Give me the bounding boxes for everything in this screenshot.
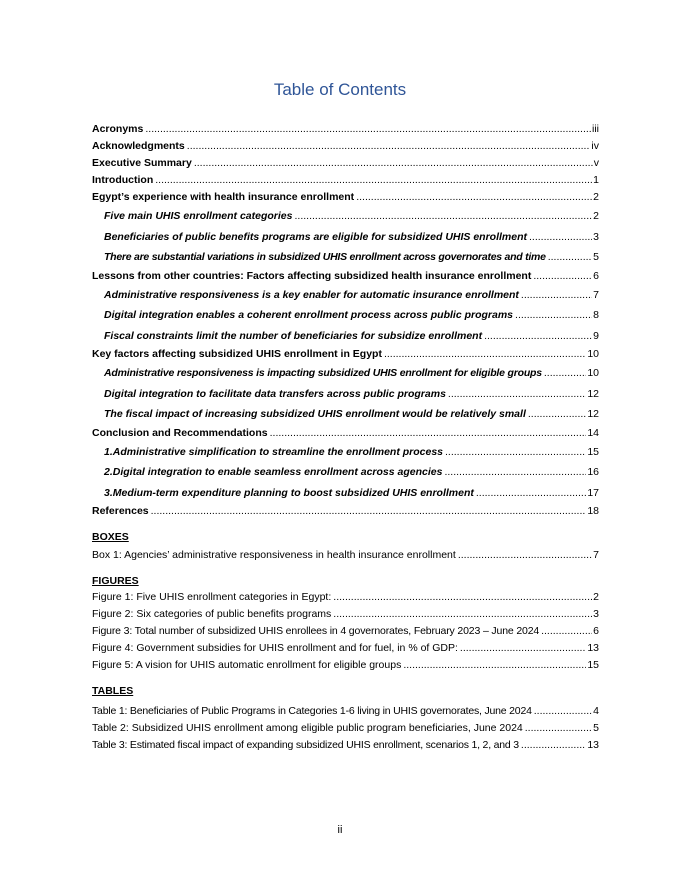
leader-dots <box>356 189 592 206</box>
toc-label: Figure 3: Total number of subsidized UHIS enrollees in 4 governorates, February 2023 – June 2024 <box>92 625 540 637</box>
toc-page: 5 <box>593 251 599 263</box>
toc-page: 10 <box>587 367 599 379</box>
toc-subentry[interactable] <box>92 206 599 227</box>
table-entry[interactable] <box>92 737 599 754</box>
toc-entry-key-factors[interactable] <box>92 346 599 363</box>
toc-entry-executive-summary[interactable] <box>92 155 599 172</box>
toc-page: 2 <box>593 591 599 603</box>
toc-number: 3. <box>104 486 113 499</box>
leader-dots <box>460 640 586 657</box>
toc-subentry[interactable] <box>92 363 599 384</box>
toc-entry-lessons[interactable] <box>92 268 599 285</box>
leader-dots <box>194 155 593 172</box>
toc-page: 13 <box>587 642 599 654</box>
toc-label: There are substantial variations in subsidized UHIS enrollment across governorates and time <box>104 251 546 263</box>
leader-dots <box>145 121 591 138</box>
leader-dots <box>528 404 586 425</box>
leader-dots <box>515 305 592 326</box>
toc-page: 15 <box>587 445 599 458</box>
figure-entry[interactable] <box>92 606 599 623</box>
toc-page: 3 <box>593 230 599 243</box>
toc-subentry[interactable] <box>92 305 599 326</box>
leader-dots <box>187 138 591 155</box>
toc-page: 1 <box>593 174 599 186</box>
toc-subentry[interactable] <box>92 326 599 347</box>
toc-label: Medium-term expenditure planning to boost subsidized UHIS enrollment <box>112 486 474 499</box>
leader-dots <box>384 346 586 363</box>
leader-dots <box>544 363 586 384</box>
toc-label: Executive Summary <box>92 157 192 169</box>
toc-page: 12 <box>587 408 599 420</box>
toc-label: Table 1: Beneficiaries of Public Programs in Categories 1-6 living in UHIS governorates, June 2024 <box>92 705 532 717</box>
toc-page: 10 <box>587 348 599 360</box>
toc-page: v <box>593 157 599 169</box>
toc-label: Introduction <box>92 174 154 186</box>
toc-subentry[interactable] <box>92 404 599 425</box>
toc-label: Table 2: Subsidized UHIS enrollment among eligible public program beneficiaries, June 2024 <box>92 722 523 734</box>
toc-entry-conclusion[interactable] <box>92 425 599 442</box>
table-entry[interactable] <box>92 703 599 720</box>
toc-page: 14 <box>587 426 599 439</box>
toc-recommendation[interactable] <box>92 483 599 504</box>
toc-subentry[interactable] <box>92 384 599 405</box>
toc-label: Figure 4: Government subsidies for UHIS enrollment and for fuel, in % of GDP: <box>92 642 458 654</box>
toc-page: 12 <box>587 387 599 400</box>
leader-dots <box>541 623 592 640</box>
table-entry[interactable] <box>92 720 599 737</box>
figure-entry[interactable] <box>92 589 599 606</box>
leader-dots <box>270 425 587 442</box>
leader-dots <box>534 703 592 720</box>
leader-dots <box>548 247 592 268</box>
leader-dots <box>458 547 592 564</box>
leader-dots <box>521 285 592 306</box>
boxes-heading: BOXES <box>92 531 129 543</box>
leader-dots <box>448 384 586 405</box>
leader-dots <box>445 442 586 463</box>
page-title: Table of Contents <box>273 80 407 99</box>
toc-label: Egypt’s experience with health insurance enrollment <box>92 191 355 203</box>
toc-label: Table 3: Estimated fiscal impact of expanding subsidized UHIS enrollment, scenarios 1, 2, and 3 <box>92 739 519 751</box>
toc-label: Box 1: Agencies’ administrative responsiveness in health insurance enrollment <box>92 549 456 561</box>
box-entry[interactable] <box>92 547 599 564</box>
toc-label: Fiscal constraints limit the number of beneficiaries for subsidize enrollment <box>104 329 483 342</box>
page-number: ii <box>337 824 343 836</box>
toc-entry-references[interactable] <box>92 503 599 520</box>
toc-label: Administrative responsiveness is impacting subsidized UHIS enrollment for eligible groups <box>104 367 542 379</box>
toc-label: Five main UHIS enrollment categories <box>104 210 293 222</box>
toc-entry-acronyms[interactable] <box>92 121 599 138</box>
toc-label: Administrative responsiveness is a key enabler for automatic insurance enrollment <box>104 288 519 301</box>
toc-label: Lessons from other countries: Factors affecting subsidized health insurance enrollment <box>92 269 532 282</box>
toc-label: Beneficiaries of public benefits programs are eligible for subsidized UHIS enrollment <box>104 230 528 243</box>
toc-recommendation[interactable] <box>92 462 599 483</box>
toc-page: 17 <box>587 486 599 499</box>
toc-page: iv <box>591 140 599 152</box>
toc-page: 5 <box>593 722 599 734</box>
toc-label: References <box>92 505 149 517</box>
leader-dots <box>521 737 586 754</box>
toc-subentry[interactable] <box>92 227 599 248</box>
leader-dots <box>333 606 592 623</box>
toc-subentry[interactable] <box>92 247 599 268</box>
toc-number: 2. <box>104 466 113 478</box>
table-of-contents <box>92 121 599 754</box>
figures-heading: FIGURES <box>92 575 139 587</box>
toc-label: Digital integration enables a coherent enrollment process across public programs <box>104 309 514 321</box>
leader-dots <box>151 503 587 520</box>
toc-page: 6 <box>593 269 599 282</box>
toc-page: 6 <box>593 625 599 637</box>
toc-page: 8 <box>593 309 599 321</box>
toc-page: 3 <box>593 608 599 620</box>
toc-recommendation[interactable] <box>92 442 599 463</box>
toc-page: 18 <box>587 505 599 517</box>
tables-heading: TABLES <box>92 685 134 697</box>
figure-entry[interactable] <box>92 623 599 640</box>
toc-subentry[interactable] <box>92 285 599 306</box>
toc-entry-egypt-experience[interactable] <box>92 189 599 206</box>
toc-entry-acknowledgments[interactable] <box>92 138 599 155</box>
toc-page: 7 <box>593 288 599 301</box>
toc-label: Administrative simplification to streamline the enrollment process <box>112 445 444 458</box>
toc-label: Conclusion and Recommendations <box>92 426 268 439</box>
leader-dots <box>529 227 592 248</box>
leader-dots <box>484 326 592 347</box>
toc-label: Acknowledgments <box>92 140 185 152</box>
toc-label: Digital integration to enable seamless enrollment across agencies <box>112 466 443 478</box>
toc-page: 9 <box>593 329 599 342</box>
toc-label: Key factors affecting subsidized UHIS enrollment in Egypt <box>92 348 382 360</box>
toc-page: 2 <box>593 191 599 203</box>
leader-dots <box>533 268 592 285</box>
leader-dots <box>155 172 592 189</box>
figure-entry[interactable] <box>92 640 599 657</box>
leader-dots <box>294 206 592 227</box>
leader-dots <box>476 483 586 504</box>
toc-page: 4 <box>593 705 599 717</box>
leader-dots <box>444 462 586 483</box>
toc-label: The fiscal impact of increasing subsidized UHIS enrollment would be relatively small <box>104 408 526 420</box>
toc-page: 15 <box>587 659 599 671</box>
toc-label: Figure 2: Six categories of public benefits programs <box>92 608 332 620</box>
toc-page: iii <box>592 123 599 135</box>
toc-entry-introduction[interactable] <box>92 172 599 189</box>
toc-page: 13 <box>587 739 599 751</box>
toc-label: Figure 1: Five UHIS enrollment categories in Egypt: <box>92 591 332 603</box>
leader-dots <box>333 589 592 606</box>
figure-entry[interactable] <box>92 657 599 674</box>
toc-label: Figure 5: A vision for UHIS automatic enrollment for eligible groups <box>92 659 402 671</box>
toc-page: 2 <box>593 210 599 222</box>
leader-dots <box>525 720 592 737</box>
toc-page: 16 <box>587 466 599 478</box>
toc-label: Acronyms <box>92 123 144 135</box>
toc-number: 1. <box>104 445 113 458</box>
leader-dots <box>403 657 586 674</box>
toc-label: Digital integration to facilitate data transfers across public programs <box>104 387 446 400</box>
toc-page: 7 <box>593 549 599 561</box>
